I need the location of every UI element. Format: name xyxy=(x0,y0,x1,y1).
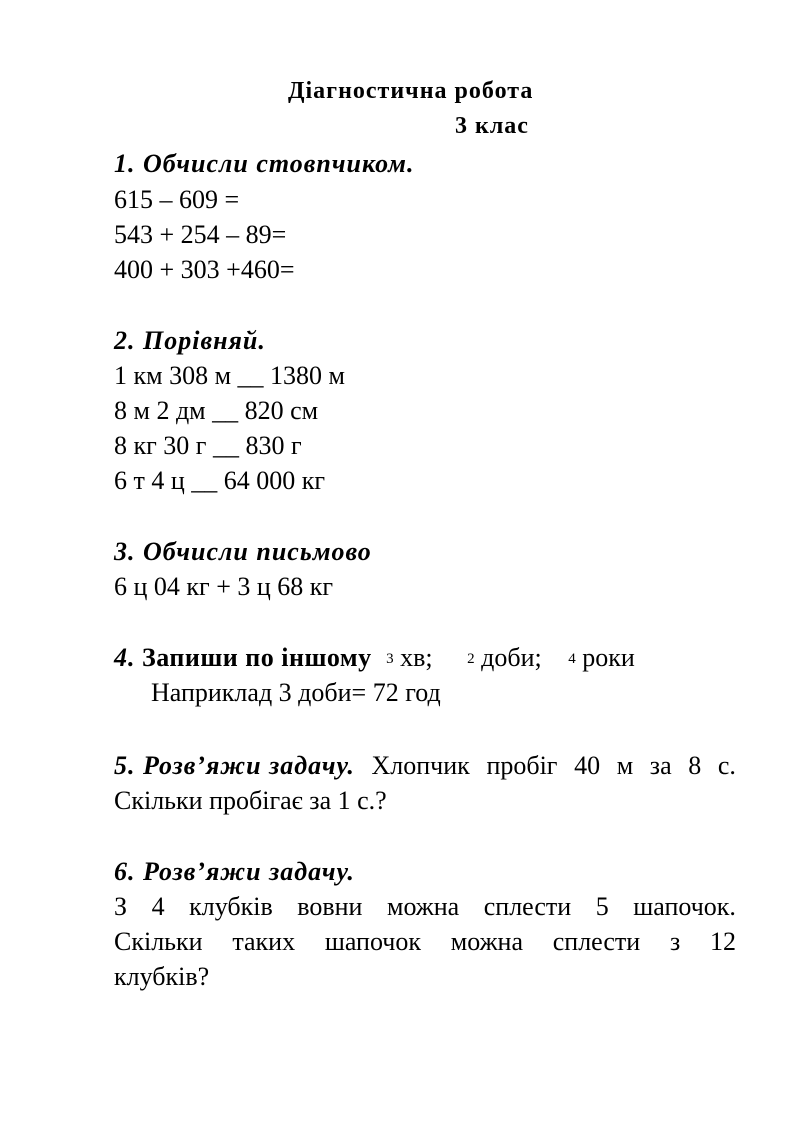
task1-line-2: 543 + 254 – 89= xyxy=(114,220,287,249)
task6-word: з xyxy=(669,927,681,956)
task2-heading: 2. Порівняй. xyxy=(114,326,266,355)
task6-word: сплести xyxy=(483,892,572,921)
task6-word: таких xyxy=(232,927,296,956)
task6-word: 4 xyxy=(151,892,165,921)
task6-word: Скільки xyxy=(114,927,203,956)
task4-item3-unit: роки xyxy=(582,643,635,672)
task5-line-2: Скільки пробігає за 1 с.? xyxy=(114,786,387,815)
task2-line-1: 1 км 308 м __ 1380 м xyxy=(114,361,345,390)
task4-item2-unit: доби; xyxy=(481,643,542,672)
task6-line-1 xyxy=(114,889,736,924)
task3-heading: 3. Обчисли письмово xyxy=(114,537,372,566)
task6-word: клубків xyxy=(189,892,273,921)
task6-block xyxy=(114,854,736,994)
task4-item1-num: 3 xyxy=(386,651,394,667)
task1-heading: 1. Обчисли стовпчиком. xyxy=(114,149,415,178)
page-title: Діагностична робота xyxy=(288,78,534,104)
task6-word: З xyxy=(114,892,128,921)
task4-item1-unit: хв; xyxy=(400,643,433,672)
task6-word: сплести xyxy=(552,927,641,956)
task5-line-1 xyxy=(114,748,736,783)
task4-item3-num: 4 xyxy=(568,651,576,667)
task4-item2-num: 2 xyxy=(467,651,475,667)
task1-line-1: 615 – 609 = xyxy=(114,185,240,214)
task6-word: можна xyxy=(450,927,523,956)
task5-word: м xyxy=(616,751,634,780)
task6-word: шапочок xyxy=(324,927,422,956)
task5-word: пробіг xyxy=(486,751,558,780)
task5-word: за xyxy=(649,751,672,780)
task5-word: 8 xyxy=(688,751,702,780)
task5-heading: 5. Розв’яжи задачу. xyxy=(114,751,355,780)
task3-line-1: 6 ц 04 кг + 3 ц 68 кг xyxy=(114,572,334,601)
task6-word: шапочок. xyxy=(633,892,736,921)
task6-word: вовни xyxy=(297,892,363,921)
task4-row xyxy=(114,643,635,677)
task5-word: 40 xyxy=(574,751,601,780)
task6-line-2 xyxy=(114,924,736,959)
task4-example: Наприклад 3 доби= 72 год xyxy=(151,678,441,707)
task5-word: с. xyxy=(717,751,736,780)
task4-number: 4. xyxy=(114,643,136,672)
task6-word: 12 xyxy=(709,927,736,956)
task6-word: можна xyxy=(386,892,460,921)
task6-line-3: клубків? xyxy=(114,962,210,991)
task2-line-4: 6 т 4 ц __ 64 000 кг xyxy=(114,466,326,495)
task6-word: 5 xyxy=(595,892,609,921)
task2-line-2: 8 м 2 дм __ 820 см xyxy=(114,396,319,425)
task1-line-3: 400 + 303 +460= xyxy=(114,255,295,284)
task5-word: Хлопчик xyxy=(371,751,470,780)
task4-heading: Запиши по іншому xyxy=(142,643,372,672)
task5-block xyxy=(114,748,736,818)
page-subtitle: 3 клас xyxy=(455,113,529,139)
task2-line-3: 8 кг 30 г __ 830 г xyxy=(114,431,302,460)
task6-heading: 6. Розв’яжи задачу. xyxy=(114,857,355,886)
